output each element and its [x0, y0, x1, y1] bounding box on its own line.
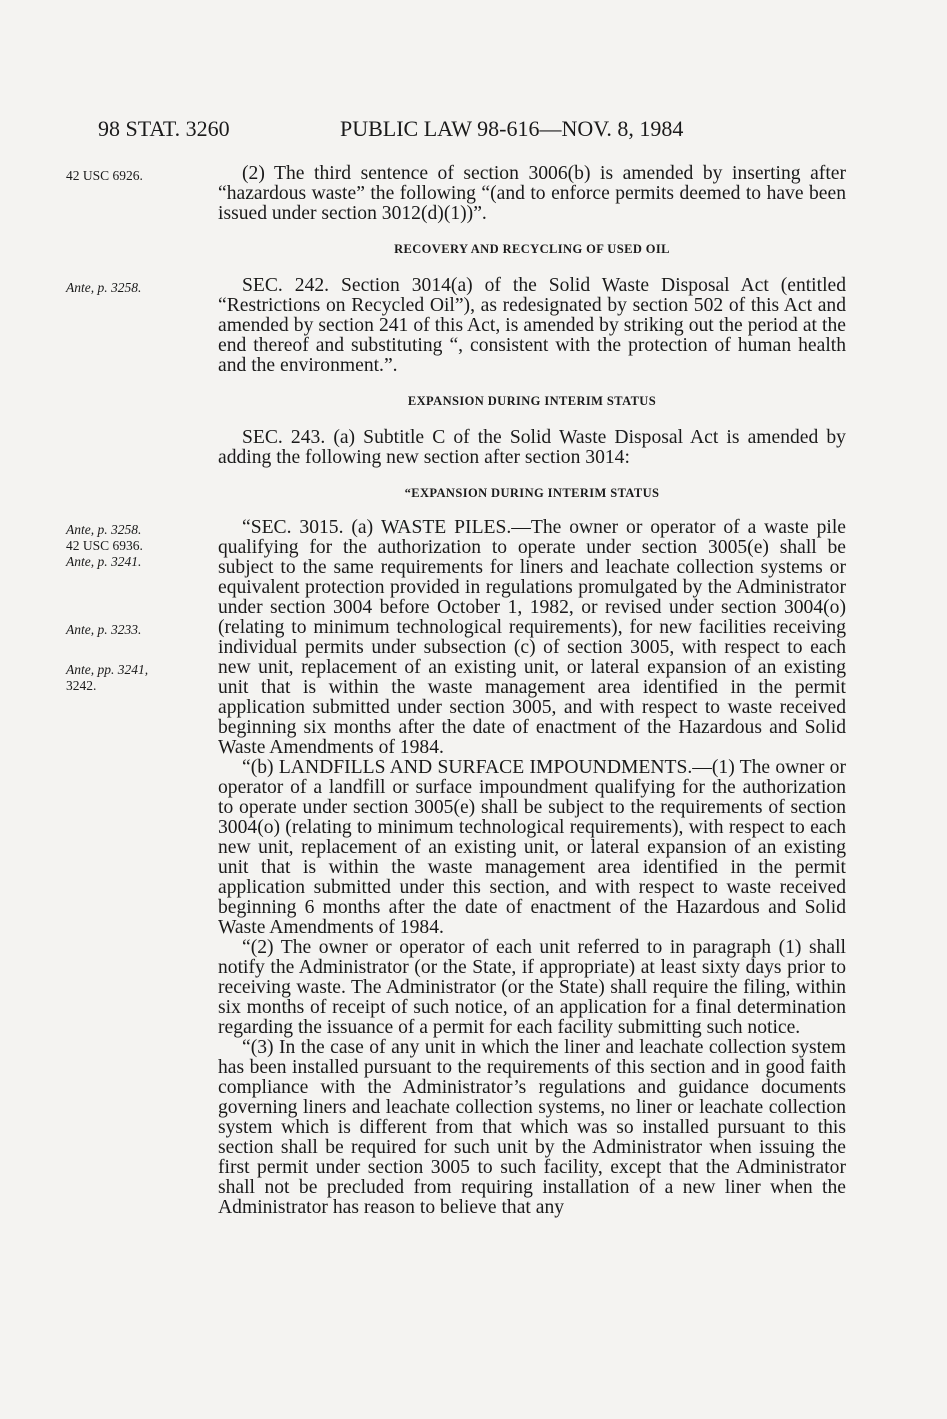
margin-note-ante-3233: Ante, p. 3233. — [66, 622, 142, 637]
heading-recovery: RECOVERY AND RECYCLING OF USED OIL — [394, 242, 670, 256]
sec-3015-label: “SEC. 3015. (a) — [242, 517, 381, 538]
sec-243-text: (a) Subtitle C of the Solid Waste Disposal Act is amended by adding the following new section after section 3014: — [218, 427, 846, 468]
waste-piles-label: WASTE PILES. — [380, 517, 512, 538]
paragraph-2 — [218, 164, 846, 224]
margin-note-usc-6936: 42 USC 6936. — [66, 538, 143, 553]
margin-note-ante-3258: Ante, p. 3258. — [66, 280, 142, 295]
sec-242-label: SEC. 242. — [242, 275, 330, 296]
paragraph-2-text: (2) The third sentence of section 3006(b) is amended by inserting after “hazardous waste” the following “(and to enforce permits deemed to have been issued under section 3012(d)(1))”. — [218, 163, 846, 224]
b-prefix: “(b) — [242, 757, 279, 778]
stat-page-number: 98 STAT. 3260 — [98, 116, 230, 141]
landfills-label: LANDFILLS AND SURFACE IMPOUNDMENTS. — [278, 757, 693, 778]
margin-note-usc-6926: 42 USC 6926. — [66, 168, 143, 183]
section-242 — [218, 276, 846, 376]
margin-note-ante-3241: Ante, p. 3241. — [66, 554, 142, 569]
margin-note-ante-3241-3242: Ante, pp. 3241, 3242. — [66, 662, 149, 693]
margin-note-ante-3258-b: Ante, p. 3258. — [66, 522, 142, 537]
b3-text: “(3) In the case of any unit in which the liner and leachate collection system has been installed pursuant to the requirements of this section and in good faith compliance with the Administrator’s regulations and guidance documents governing liners and leachate collection systems, no liner or leachate collection system which is different from that which was so installed pursuant to this section shall be required for such unit by the Administrator when issuing the first permit under section 3005 to such facility, except that the Administrator shall not be precluded from requiring installation of a new liner when the Administrator has reason to believe that any — [218, 1037, 846, 1218]
public-law-title: PUBLIC LAW 98-616—NOV. 8, 1984 — [340, 116, 684, 141]
page-header — [98, 116, 858, 146]
section-3015 — [218, 518, 846, 1218]
b1-text: —(1) The owner or operator of a landfill or surface impoundment qualifying for the authorization to operate under section 3005(e) shall be subject to the requirements of section 3004(o) (relating to minimum technological requirements), with respect to each new unit, replacement of an existing unit, or lateral expansion of an existing unit that is within the waste management area identified in the permit application submitted under this section, and with respect to waste received beginning 6 months after the date of enactment of the Hazardous and Solid Waste Amendments of 1984. — [218, 757, 847, 938]
sec-242-text: Section 3014(a) of the Solid Waste Disposal Act (entitled “Restrictions on Recycled Oil”), as redesignated by section 502 of this Act and amended by section 241 of this Act, is amended by striking out the period at the end thereof and substituting “, consistent with the protection of human health and the environment.”. — [218, 275, 847, 376]
b2-text: “(2) The owner or operator of each unit referred to in paragraph (1) shall notify the Administrator (or the State, if appropriate) at least sixty days prior to receiving waste. The Administrator (or the State) shall require the filing, within six months of receipt of such notice, of an application for a final determination regarding the issuance of a permit for each facility submitting such notice. — [218, 937, 846, 1038]
heading-expansion: EXPANSION DURING INTERIM STATUS — [407, 394, 657, 408]
heading-expansion-quoted: “EXPANSION DURING INTERIM STATUS — [404, 486, 660, 500]
sec-243-label: SEC. 243. — [242, 427, 326, 448]
waste-piles-text: —The owner or operator of a waste pile qualifying for the authorization to operate under section 3005(e) shall be subject to the same requirements for liners and leachate collection systems or equivalent protection provided in regulations promulgated by the Administrator under section 3004 before October 1, 1982, or revised under section 3004(o) (relating to minimum technological requirements), for new facilities receiving individual permits under subsection (c) of section 3005, with respect to each new unit, replacement of an existing unit, or lateral expansion of an existing unit that is within the waste management area identified in the permit application submitted under section 3005, and with respect to waste received beginning six months after the date of enactment of the Hazardous and Solid Waste Amendments of 1984. — [218, 517, 846, 758]
section-243 — [218, 428, 846, 468]
